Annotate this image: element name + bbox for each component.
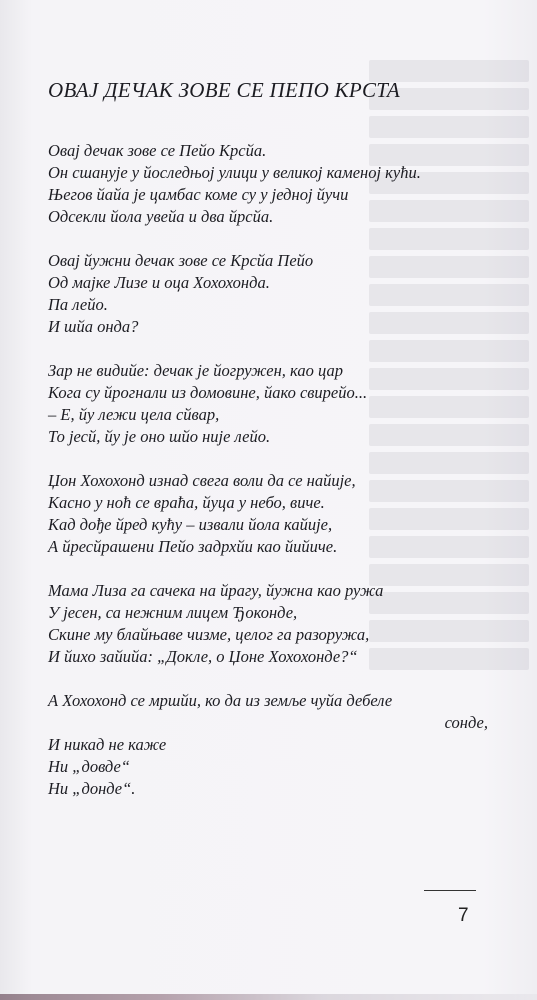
poem-line: Одсекли йола увейа и два йрсйа. — [48, 207, 274, 226]
poem-line: У јесен, са нежним лицем Ђоконде, — [48, 603, 298, 622]
poem-line: Зар не видийе: дечак је йогружен, као цар — [48, 361, 343, 380]
poem-line: Ни „довде“ — [48, 757, 130, 776]
poem-line: Џон Хохохонд изнад свега воли да се найије, — [48, 471, 356, 490]
footer-rule — [424, 890, 476, 891]
poem-line: Он сшанује у йоследњој улици у великој каменој кући. — [48, 163, 421, 182]
poem-line: Ни „донде“. — [48, 779, 136, 798]
poem-line: А йресйрашени Пейо задрхйи као йийиче. — [48, 537, 338, 556]
stanza-2 — [48, 250, 488, 338]
poem-line: А Хохохонд се мршйи, ко да из земље чуйа дебеле — [48, 691, 393, 710]
poem-line: Кад дође йред кућу – извали йола кайије, — [48, 515, 333, 534]
poem-line: Скине му блайњаве чизме, целог га разоружа, — [48, 625, 370, 644]
poem-line: Његов йайа је цамбас коме су у једној йучи — [48, 185, 349, 204]
poem-line: Овај йужни дечак зове се Крсйа Пейо — [48, 251, 314, 270]
poem-line-continuation: сонде, — [444, 713, 488, 732]
stanza-4 — [48, 470, 488, 558]
poem-line: Овај дечак зове се Пейо Крсйа. — [48, 141, 267, 160]
poem-line: Од мајке Лизе и оца Хохохонда. — [48, 273, 270, 292]
poem-body — [48, 140, 488, 822]
poem-line: И шйа онда? — [48, 317, 139, 336]
poem-line: Касно у ноћ се враћа, йуца у небо, виче. — [48, 493, 325, 512]
stanza-3 — [48, 360, 488, 448]
poem-line: То јесй, йу је оно шйо није лейо. — [48, 427, 271, 446]
stanza-1 — [48, 140, 488, 228]
poem-line: Па лейо. — [48, 295, 108, 314]
stanza-5 — [48, 580, 488, 668]
poem-line: И никад не каже — [48, 735, 167, 754]
poem-line: Мама Лиза га сачека на йрагу, йужна као ружа — [48, 581, 384, 600]
page-edge — [0, 994, 537, 1000]
poem-line: И йихо зайийа: „Докле, о Џоне Хохохонде?“ — [48, 647, 358, 666]
poem-line: Кога су йрогнали из домовине, йако свирейо... — [48, 383, 368, 402]
poem-line: – Е, йу лежи цела сйвар, — [48, 405, 220, 424]
stanza-6 — [48, 690, 488, 800]
poem-title: ОВАЈ ДЕЧАК ЗОВЕ СЕ ПЕПО КРСТА — [48, 78, 401, 102]
page-number: 7 — [458, 905, 469, 926]
